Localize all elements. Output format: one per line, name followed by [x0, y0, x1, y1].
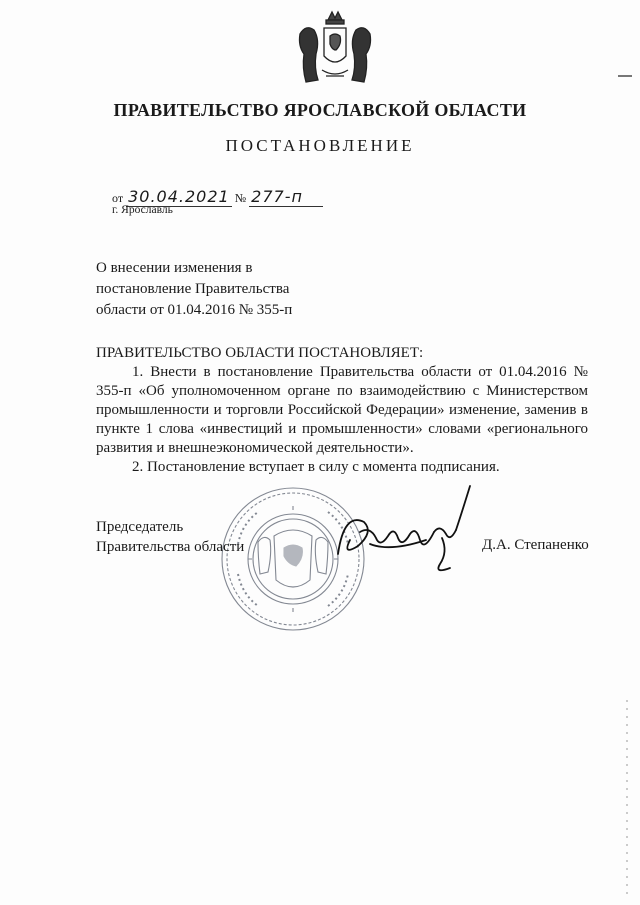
document-number: 277-п	[251, 187, 303, 206]
subject-block	[96, 258, 326, 321]
signatory-name: Д.А. Степаненко	[482, 537, 589, 553]
coat-of-arms-emblem	[292, 6, 378, 92]
resolution-heading: ПРАВИТЕЛЬСТВО ОБЛАСТИ ПОСТАНОВЛЯЕТ:	[96, 345, 424, 361]
signatory-title-line: Правительства области	[96, 539, 245, 555]
document-date: 30.04.2021	[128, 187, 230, 206]
date-prefix: от	[112, 191, 124, 205]
scan-margin-noise	[626, 700, 628, 900]
decree-body	[96, 344, 588, 477]
subject-line: области от 01.04.2016 № 355-п	[96, 302, 293, 318]
scan-edge-mark	[618, 75, 632, 77]
government-title: ПРАВИТЕЛЬСТВО ЯРОСЛАВСКОЙ ОБЛАСТИ	[113, 100, 527, 120]
signatory-title-line: Председатель	[96, 519, 184, 535]
city: г. Ярославль	[112, 204, 173, 216]
decree-item-2: 2. Постановление вступает в силу с момента подписания.	[132, 459, 500, 475]
subject-line: О внесении изменения в	[96, 260, 253, 276]
number-sign: №	[234, 191, 247, 205]
signatory-title	[96, 517, 244, 557]
decree-item-1: 1. Внести в постановление Правительства области от 01.04.2016 № 355-п «Об уполномоченном органе по взаимодействию с Министерством промышленности и торговли Российской Федерации» изменение, заменив в пункте 1 слова «инвестиций и промышленности» словами «регионального развития и внешнеэкономической деятельности».	[96, 364, 588, 456]
document-type: ПОСТАНОВЛЕНИЕ	[225, 136, 415, 155]
subject-line: постановление Правительства	[96, 281, 290, 297]
handwritten-signature	[330, 482, 480, 582]
